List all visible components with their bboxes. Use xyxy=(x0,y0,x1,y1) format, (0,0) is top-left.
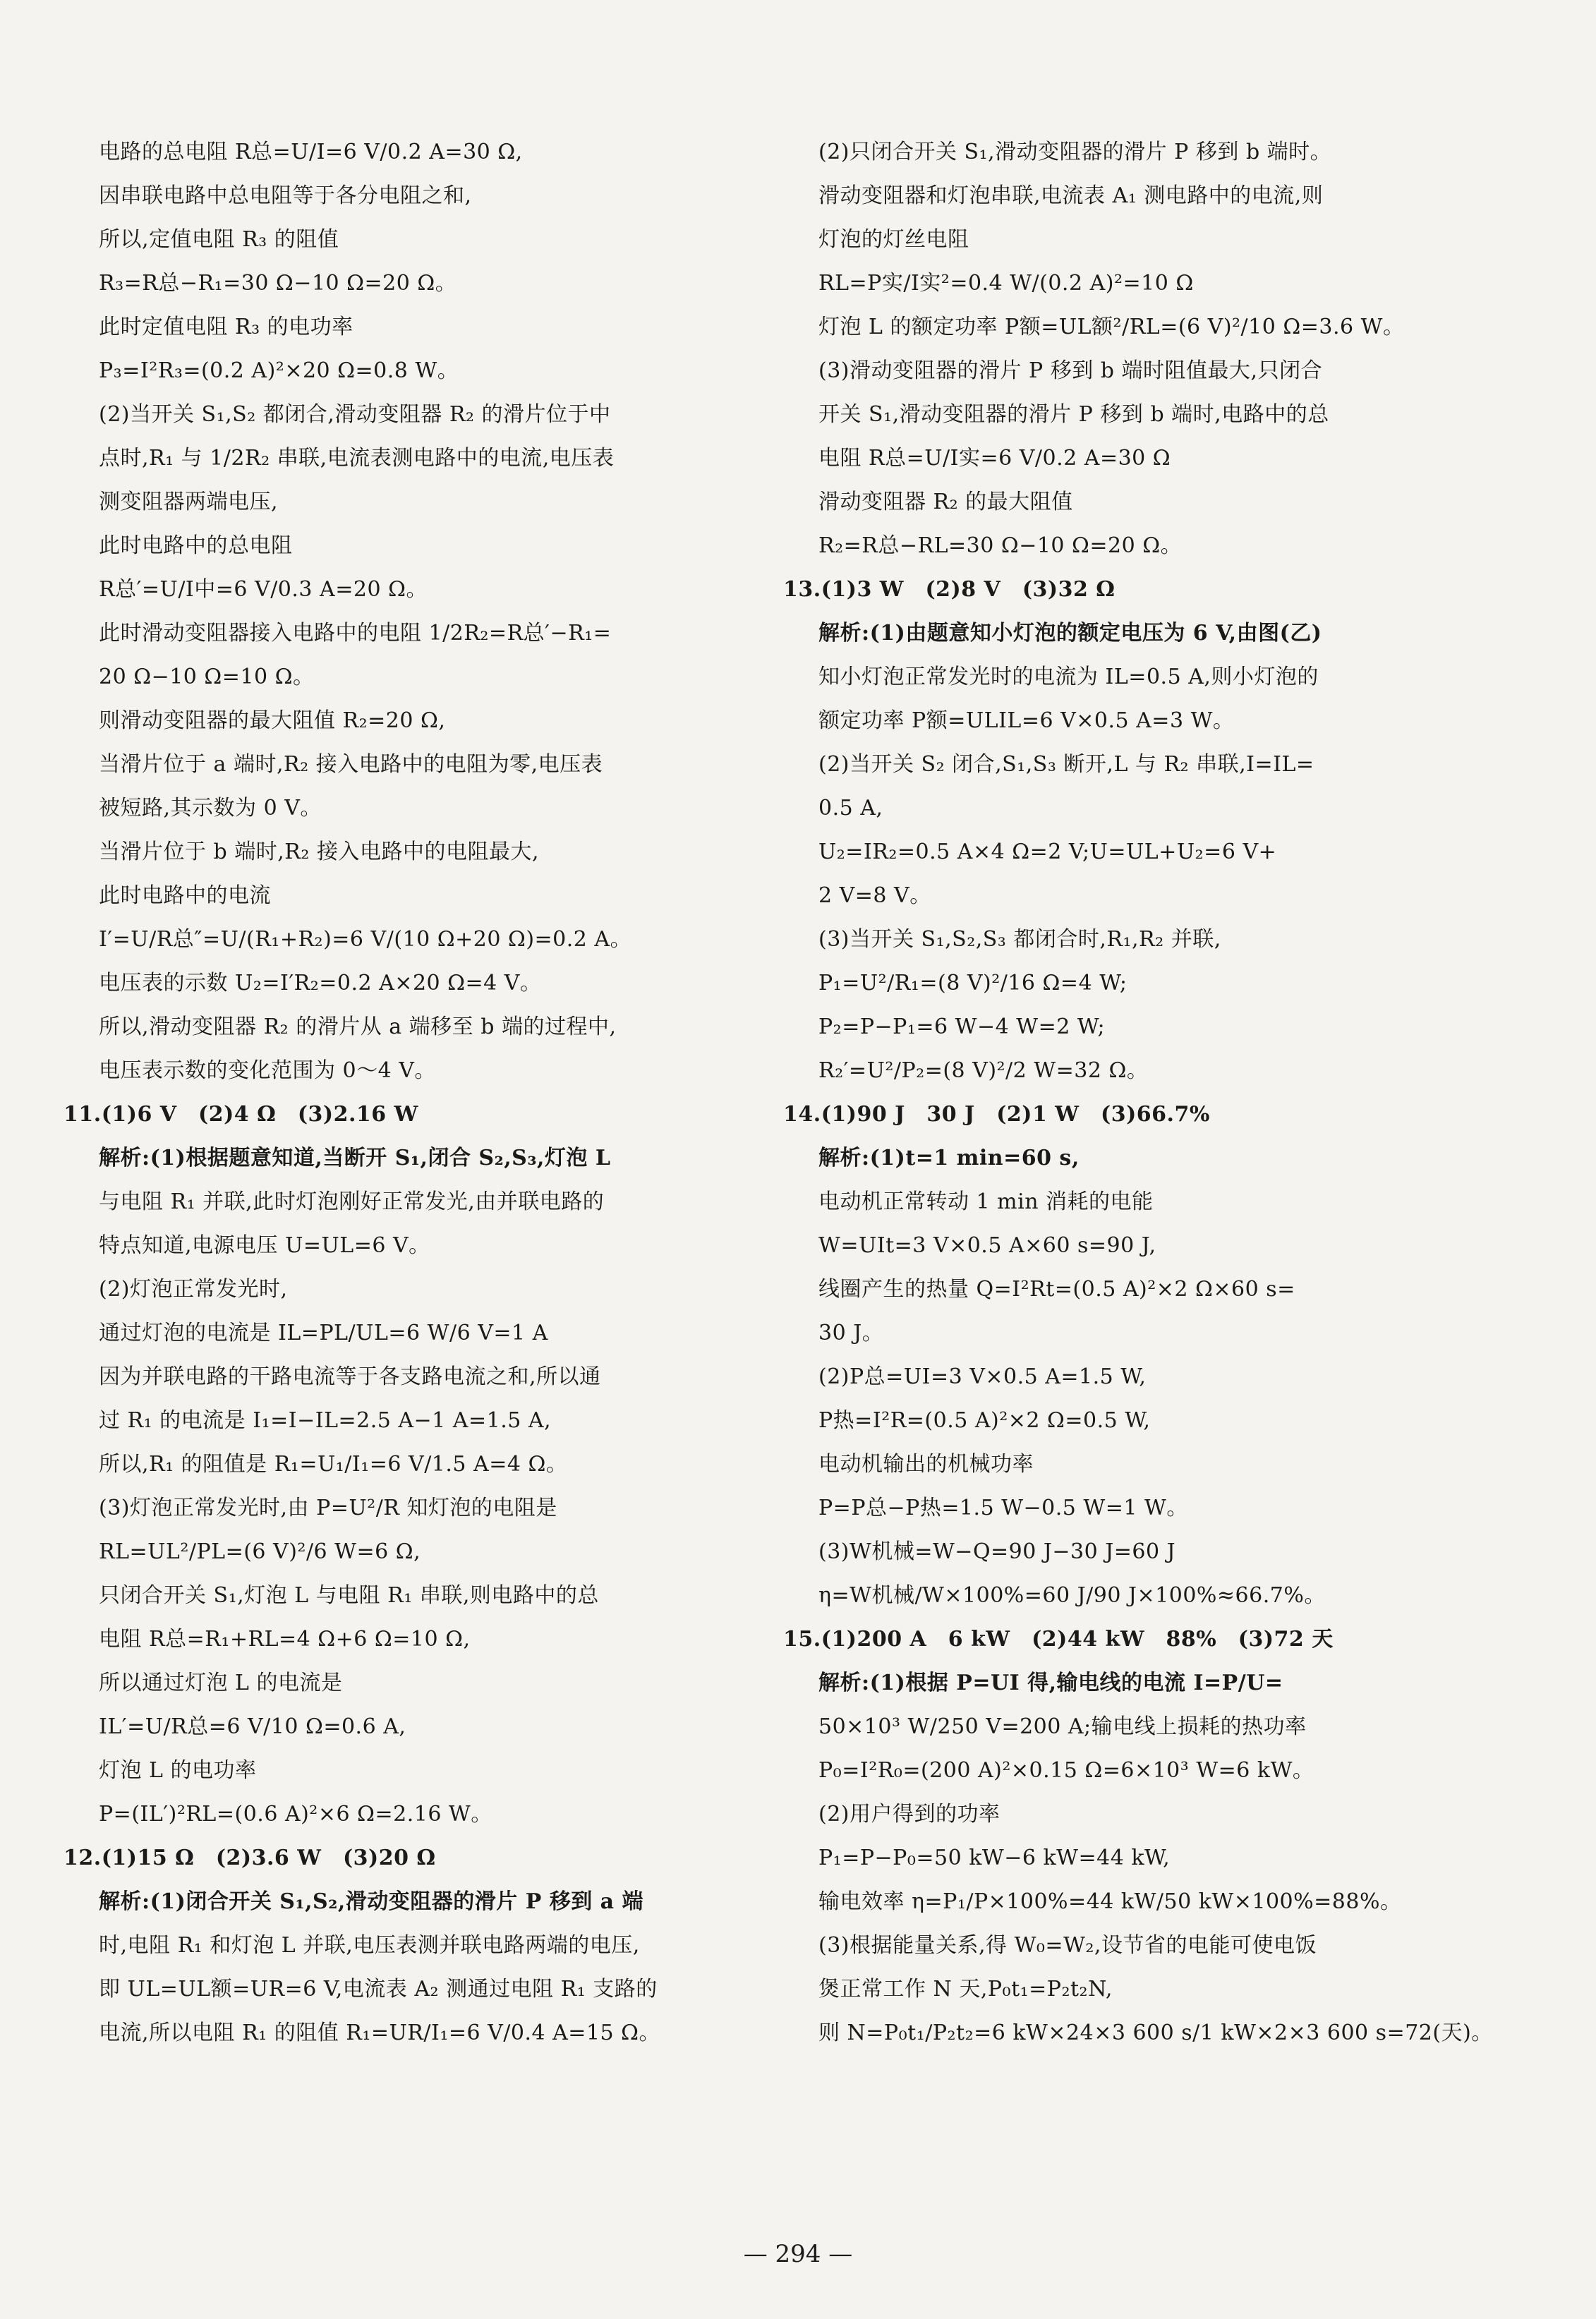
left-column xyxy=(64,131,720,2055)
text-line: P₁=P−P₀=50 kW−6 kW=44 kW, xyxy=(818,1846,1171,1870)
text-line: (2)只闭合开关 S₁,滑动变阻器的滑片 P 移到 b 端时。 xyxy=(818,140,1332,164)
text-line: 所以通过灯泡 L 的电流是 xyxy=(99,1671,343,1695)
text-line: 50×10³ W/250 V=200 A;输电线上损耗的热功率 xyxy=(818,1714,1307,1739)
text-line: RL=P实/I实²=0.4 W/(0.2 A)²=10 Ω xyxy=(818,271,1194,296)
text-line: 额定功率 P额=ULIL=6 V×0.5 A=3 W。 xyxy=(818,708,1235,733)
text-line: 因串联电路中总电阻等于各分电阻之和, xyxy=(99,183,472,208)
text-line: 开关 S₁,滑动变阻器的滑片 P 移到 b 端时,电路中的总 xyxy=(818,402,1329,427)
text-line: 时,电阻 R₁ 和灯泡 L 并联,电压表测并联电路两端的电压, xyxy=(99,1933,640,1958)
text-line: 知小灯泡正常发光时的电流为 IL=0.5 A,则小灯泡的 xyxy=(818,665,1319,689)
text-line: 输电效率 η=P₁/P×100%=44 kW/50 kW×100%=88%。 xyxy=(818,1889,1402,1914)
text-line: P=P总−P热=1.5 W−0.5 W=1 W。 xyxy=(818,1496,1188,1520)
text-line: 此时滑动变阻器接入电路中的电阻 1/2R₂=R总′−R₁= xyxy=(99,621,612,646)
text-line: 点时,R₁ 与 1/2R₂ 串联,电流表测电路中的电流,电压表 xyxy=(99,446,615,471)
text-line: 滑动变阻器 R₂ 的最大阻值 xyxy=(818,490,1073,514)
text-line: (2)用户得到的功率 xyxy=(818,1802,1000,1827)
text-line: 被短路,其示数为 0 V。 xyxy=(99,796,322,821)
text-line: 电阻 R总=R₁+RL=4 Ω+6 Ω=10 Ω, xyxy=(99,1627,471,1652)
text-line: RL=UL²/PL=(6 V)²/6 W=6 Ω, xyxy=(99,1539,421,1564)
answer-line-q11: 11.(1)6 V (2)4 Ω (3)2.16 W xyxy=(64,1102,418,1127)
text-line: U₂=IR₂=0.5 A×4 Ω=2 V;U=UL+U₂=6 V+ xyxy=(818,840,1277,864)
text-line: η=W机械/W×100%=60 J/90 J×100%≈66.7%。 xyxy=(818,1583,1326,1608)
text-line: 线圈产生的热量 Q=I²Rt=(0.5 A)²×2 Ω×60 s= xyxy=(818,1277,1295,1302)
text-line: 通过灯泡的电流是 IL=PL/UL=6 W/6 V=1 A xyxy=(99,1321,548,1345)
text-line: 此时定值电阻 R₃ 的电功率 xyxy=(99,315,353,339)
text-line: 30 J。 xyxy=(818,1321,884,1345)
text-line: R总′=U/I中=6 V/0.3 A=20 Ω。 xyxy=(99,577,428,602)
solution-heading: 解析:(1)由题意知小灯泡的额定电压为 6 V,由图(乙) xyxy=(818,621,1322,646)
text-line: (3)滑动变阻器的滑片 P 移到 b 端时阻值最大,只闭合 xyxy=(818,358,1323,383)
right-column xyxy=(783,131,1493,2055)
text-line: 则 N=P₀t₁/P₂t₂=6 kW×24×3 600 s/1 kW×2×3 600 s=72(天)。 xyxy=(818,2021,1493,2045)
text-line: 所以,定值电阻 R₃ 的阻值 xyxy=(99,227,339,252)
text-line: 当滑片位于 a 端时,R₂ 接入电路中的电阻为零,电压表 xyxy=(99,752,603,777)
text-line: 电路的总电阻 R总=U/I=6 V/0.2 A=30 Ω, xyxy=(99,140,523,164)
answer-line-q13: 13.(1)3 W (2)8 V (3)32 Ω xyxy=(783,577,1116,602)
text-line: 灯泡 L 的额定功率 P额=UL额²/RL=(6 V)²/10 Ω=3.6 W。 xyxy=(818,315,1405,339)
text-line: 所以,滑动变阻器 R₂ 的滑片从 a 端移至 b 端的过程中, xyxy=(99,1015,617,1039)
answer-line-q15: 15.(1)200 A 6 kW (2)44 kW 88% (3)72 天 xyxy=(783,1627,1334,1652)
text-line: (2)灯泡正常发光时, xyxy=(99,1277,288,1302)
text-line: 电压表的示数 U₂=I′R₂=0.2 A×20 Ω=4 V。 xyxy=(99,971,542,995)
text-line: 电阻 R总=U/I实=6 V/0.2 A=30 Ω xyxy=(818,446,1171,471)
text-line: 此时电路中的总电阻 xyxy=(99,533,293,558)
text-line: 电动机输出的机械功率 xyxy=(818,1452,1034,1477)
text-line: 特点知道,电源电压 U=UL=6 V。 xyxy=(99,1233,430,1258)
text-line: R₃=R总−R₁=30 Ω−10 Ω=20 Ω。 xyxy=(99,271,457,296)
solution-heading: 解析:(1)根据题意知道,当断开 S₁,闭合 S₂,S₃,灯泡 L xyxy=(99,1146,611,1170)
text-line: 因为并联电路的干路电流等于各支路电流之和,所以通 xyxy=(99,1364,601,1389)
text-line: IL′=U/R总=6 V/10 Ω=0.6 A, xyxy=(99,1714,406,1739)
text-line: 此时电路中的电流 xyxy=(99,883,271,908)
answer-line-q14: 14.(1)90 J 30 J (2)1 W (3)66.7% xyxy=(783,1102,1210,1127)
text-line: P₀=I²R₀=(200 A)²×0.15 Ω=6×10³ W=6 kW。 xyxy=(818,1758,1314,1783)
text-line: (3)灯泡正常发光时,由 P=U²/R 知灯泡的电阻是 xyxy=(99,1496,557,1520)
text-line: 即 UL=UL额=UR=6 V,电流表 A₂ 测通过电阻 R₁ 支路的 xyxy=(99,1977,658,2002)
text-line: 过 R₁ 的电流是 I₁=I−IL=2.5 A−1 A=1.5 A, xyxy=(99,1408,552,1433)
text-line: R₂′=U²/P₂=(8 V)²/2 W=32 Ω。 xyxy=(818,1058,1149,1083)
solution-heading: 解析:(1)t=1 min=60 s, xyxy=(818,1146,1080,1170)
answer-line-q12: 12.(1)15 Ω (2)3.6 W (3)20 Ω xyxy=(64,1846,436,1870)
text-line: P热=I²R=(0.5 A)²×2 Ω=0.5 W, xyxy=(818,1408,1151,1433)
text-line: (2)当开关 S₂ 闭合,S₁,S₃ 断开,L 与 R₂ 串联,I=IL= xyxy=(818,752,1314,777)
text-line: 当滑片位于 b 端时,R₂ 接入电路中的电阻最大, xyxy=(99,840,539,864)
text-line: (3)根据能量关系,得 W₀=W₂,设节省的电能可使电饭 xyxy=(818,1933,1317,1958)
text-line: I′=U/R总″=U/(R₁+R₂)=6 V/(10 Ω+20 Ω)=0.2 A。 xyxy=(99,927,632,952)
text-line: 煲正常工作 N 天,P₀t₁=P₂t₂N, xyxy=(818,1977,1113,2002)
solution-heading: 解析:(1)闭合开关 S₁,S₂,滑动变阻器的滑片 P 移到 a 端 xyxy=(99,1889,644,1914)
text-line: 0.5 A, xyxy=(818,796,883,821)
text-line: (3)W机械=W−Q=90 J−30 J=60 J xyxy=(818,1539,1176,1564)
text-line: P₃=I²R₃=(0.2 A)²×20 Ω=0.8 W。 xyxy=(99,358,459,383)
text-line: P₁=U²/R₁=(8 V)²/16 Ω=4 W; xyxy=(818,971,1128,995)
text-line: (2)当开关 S₁,S₂ 都闭合,滑动变阻器 R₂ 的滑片位于中 xyxy=(99,402,611,427)
solution-heading: 解析:(1)根据 P=UI 得,输电线的电流 I=P/U= xyxy=(818,1671,1283,1695)
text-line: 测变阻器两端电压, xyxy=(99,490,279,514)
text-line: R₂=R总−RL=30 Ω−10 Ω=20 Ω。 xyxy=(818,533,1183,558)
page-number: — 294 — xyxy=(743,2240,853,2268)
text-line: 则滑动变阻器的最大阻值 R₂=20 Ω, xyxy=(99,708,446,733)
text-line: 滑动变阻器和灯泡串联,电流表 A₁ 测电路中的电流,则 xyxy=(818,183,1324,208)
text-line: W=UIt=3 V×0.5 A×60 s=90 J, xyxy=(818,1233,1156,1258)
text-line: 与电阻 R₁ 并联,此时灯泡刚好正常发光,由并联电路的 xyxy=(99,1189,605,1214)
text-line: 电压表示数的变化范围为 0～4 V。 xyxy=(99,1058,436,1083)
text-line: 灯泡 L 的电功率 xyxy=(99,1758,257,1783)
text-line: 电动机正常转动 1 min 消耗的电能 xyxy=(818,1189,1154,1214)
text-line: 电流,所以电阻 R₁ 的阻值 R₁=UR/I₁=6 V/0.4 A=15 Ω。 xyxy=(99,2021,661,2045)
text-line: 只闭合开关 S₁,灯泡 L 与电阻 R₁ 串联,则电路中的总 xyxy=(99,1583,599,1608)
text-line: (2)P总=UI=3 V×0.5 A=1.5 W, xyxy=(818,1364,1147,1389)
text-line: P₂=P−P₁=6 W−4 W=2 W; xyxy=(818,1015,1106,1039)
text-line: 20 Ω−10 Ω=10 Ω。 xyxy=(99,665,315,689)
text-line: (3)当开关 S₁,S₂,S₃ 都闭合时,R₁,R₂ 并联, xyxy=(818,927,1221,952)
text-line: 所以,R₁ 的阻值是 R₁=U₁/I₁=6 V/1.5 A=4 Ω。 xyxy=(99,1452,568,1477)
text-line: 2 V=8 V。 xyxy=(818,883,931,908)
text-line: P=(IL′)²RL=(0.6 A)²×6 Ω=2.16 W。 xyxy=(99,1802,492,1827)
text-line: 灯泡的灯丝电阻 xyxy=(818,227,969,252)
